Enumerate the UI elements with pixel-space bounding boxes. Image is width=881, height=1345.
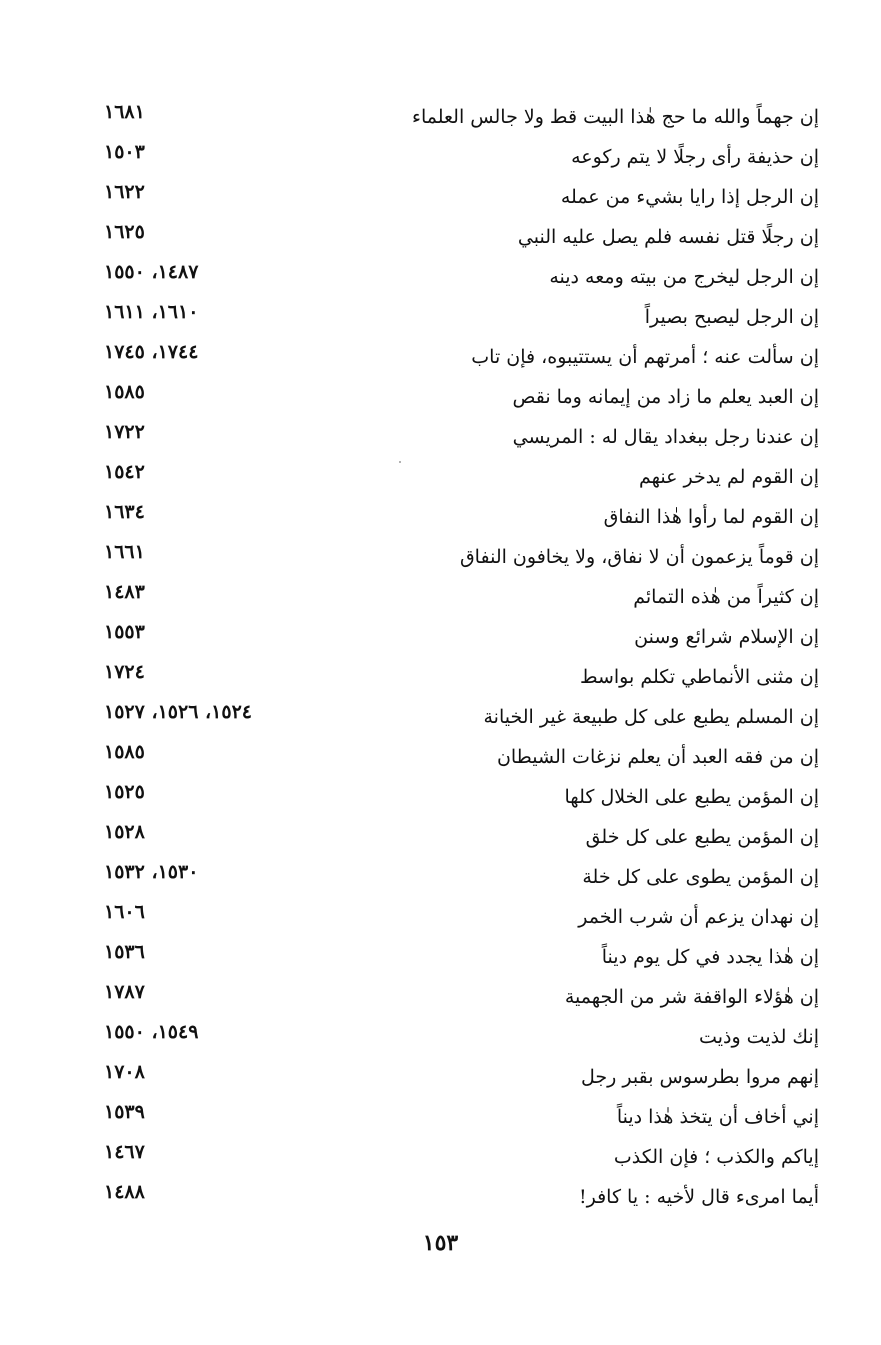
entry-text: إن جهماً والله ما حج هٰذا البيت قط ولا جالس العلماء [412,106,819,128]
index-list [0,97,881,1217]
entry-text: إن هٰؤلاء الواقفة شر من الجهمية [564,986,819,1008]
index-entry [0,817,881,857]
entry-page-refs: ١٧٨٧ [104,981,145,1003]
entry-text: إن هٰذا يجدد في كل يوم ديناً [601,946,819,968]
index-entry [0,337,881,377]
index-entry [0,1097,881,1137]
entry-page-refs: ١٥٨٥ [104,741,145,763]
entry-text: إن الرجل ليصبح بصيراً [644,306,819,328]
entry-page-refs: ١٥٢٥ [104,781,145,803]
entry-text: إن نهدان يزعم أن شرب الخمر [578,906,819,928]
index-entry [0,377,881,417]
index-entry [0,1057,881,1097]
entry-text: إن المؤمن يطوى على كل خلة [582,866,819,888]
entry-text: إن حذيفة رأى رجلًا لا يتم ركوعه [571,146,819,168]
index-entry [0,1137,881,1177]
entry-text: إن المسلم يطبع على كل طبيعة غير الخيانة [483,706,819,728]
index-entry [0,617,881,657]
index-entry [0,537,881,577]
entry-page-refs: ١٤٨٧، ١٥٥٠ [104,261,199,283]
entry-text: إنهم مروا بطرسوس بقبر رجل [581,1066,819,1088]
entry-page-refs: ١٦٢٥ [104,221,145,243]
entry-text: إن المؤمن يطبع على كل خلق [585,826,819,848]
index-entry [0,257,881,297]
entry-page-refs: ١٦٨١ [104,101,145,123]
entry-text: إن القوم لما رأوا هٰذا النفاق [603,506,819,528]
index-entry [0,1177,881,1217]
entry-text: إن سألت عنه ؛ أمرتهم أن يستتيبوه، فإن تاب [471,346,819,368]
entry-page-refs: ١٥٣٠، ١٥٣٢ [104,861,199,883]
index-entry [0,657,881,697]
entry-text: إياكم والكذب ؛ فإن الكذب [613,1146,819,1168]
entry-text: إن مثنى الأنماطي تكلم بواسط [579,666,819,688]
entry-text: إن رجلًا قتل نفسه فلم يصل عليه النبي [517,226,819,248]
entry-text: إن الرجل ليخرج من بيته ومعه دينه [549,266,819,288]
entry-text: إني أخاف أن يتخذ هٰذا ديناً [616,1106,819,1128]
entry-text: أيما امرىء قال لأخيه : يا كافر! [578,1186,819,1208]
entry-text: إن الرجل إذا رايا بشيء من عمله [560,186,819,208]
entry-page-refs: ١٧٤٤، ١٧٤٥ [104,341,199,363]
entry-text: إن المؤمن يطبع على الخلال كلها [564,786,819,808]
entry-page-refs: ١٤٨٨ [104,1181,145,1203]
page-number: ١٥٣ [422,1230,459,1256]
index-entry [0,697,881,737]
entry-text: إن عندنا رجل ببغداد يقال له : المريسي [512,426,819,448]
entry-page-refs: ١٦٠٦ [104,901,145,923]
entry-page-refs: ١٥٨٥ [104,381,145,403]
index-entry [0,177,881,217]
index-entry [0,217,881,257]
index-entry [0,297,881,337]
entry-page-refs: ١٤٨٣ [104,581,145,603]
entry-page-refs: ١٥٣٩ [104,1101,145,1123]
entry-text: إنك لذيت وذيت [699,1026,819,1048]
index-entry [0,577,881,617]
entry-page-refs: ١٥٥٣ [104,621,145,643]
index-entry [0,737,881,777]
entry-page-refs: ١٧٠٨ [104,1061,145,1083]
entry-page-refs: ١٦٣٤ [104,501,145,523]
entry-page-refs: ١٥٤٩، ١٥٥٠ [104,1021,199,1043]
index-entry [0,417,881,457]
entry-page-refs: ١٦٦١ [104,541,145,563]
entry-text: إن قوماً يزعمون أن لا نفاق، ولا يخافون النفاق [459,546,819,568]
entry-page-refs: ١٥٢٨ [104,821,145,843]
entry-text: إن القوم لم يدخر عنهم [638,466,819,488]
index-entry [0,857,881,897]
entry-page-refs: ١٧٢٤ [104,661,145,683]
entry-page-refs: ١٥٠٣ [104,141,145,163]
index-entry [0,457,881,497]
index-entry [0,977,881,1017]
entry-page-refs: ١٧٢٢ [104,421,145,443]
scan-speck [399,461,401,463]
index-entry [0,937,881,977]
index-entry [0,497,881,537]
index-entry [0,137,881,177]
index-entry [0,97,881,137]
entry-text: إن العبد يعلم ما زاد من إيمانه وما نقص [512,386,819,408]
entry-text: إن من فقه العبد أن يعلم نزغات الشيطان [496,746,819,768]
entry-page-refs: ١٦١٠، ١٦١١ [104,301,199,323]
entry-page-refs: ١٥٢٤، ١٥٢٦، ١٥٢٧ [104,701,252,723]
entry-page-refs: ١٦٢٢ [104,181,145,203]
entry-page-refs: ١٤٦٧ [104,1141,145,1163]
entry-page-refs: ١٥٣٦ [104,941,145,963]
entry-text: إن كثيراً من هٰذه التمائم [633,586,819,608]
index-entry [0,777,881,817]
index-entry [0,1017,881,1057]
entry-text: إن الإسلام شرائع وسنن [634,626,819,648]
entry-page-refs: ١٥٤٢ [104,461,145,483]
index-entry [0,897,881,937]
